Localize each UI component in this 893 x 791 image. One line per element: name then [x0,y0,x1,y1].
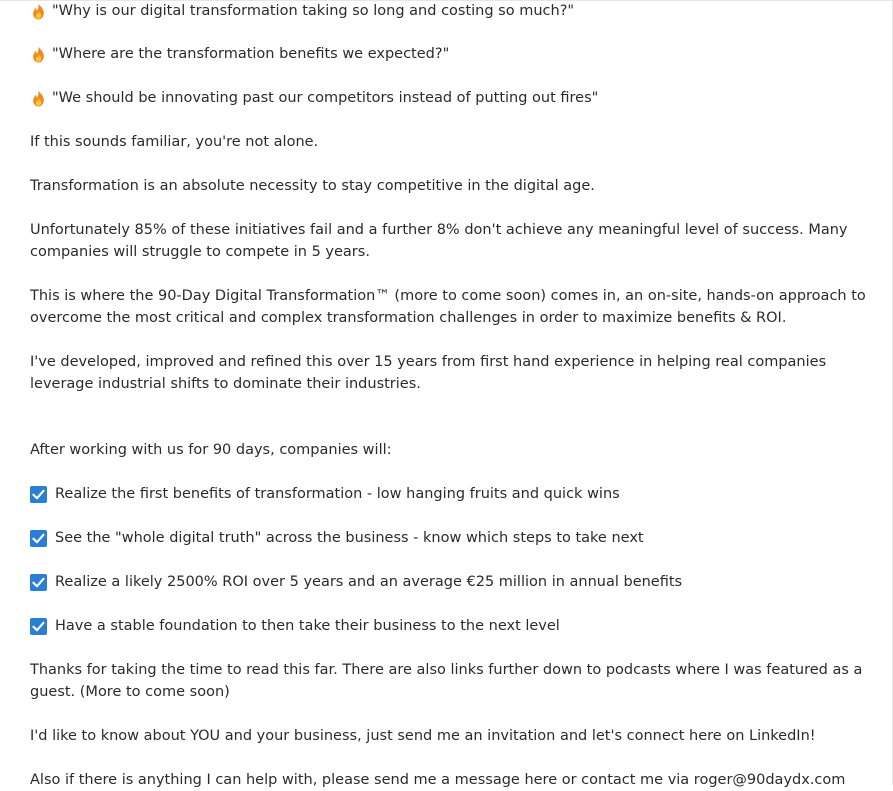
benefit-item [30,615,560,637]
benefit-item [30,527,644,549]
fire-icon [31,3,46,20]
benefit-text: Realize the first benefits of transformation - low hanging fruits and quick wins [55,486,620,502]
fire-icon [31,46,46,63]
paragraph: Unfortunately 85% of these initiatives fail and a further 8% don't achieve any meaningful level of success. Many companies will struggle to compete in 5 years. [30,222,848,260]
paragraph: This is where the 90-Day Digital Transformation™ (more to come soon) comes in, an on-site, hands-on approach to overcome the most critical and complex transformation challenges in order to maximize benefits & ROI. [30,288,866,326]
checkbox-icon [30,618,47,635]
benefits-intro: After working with us for 90 days, companies will: [30,442,392,458]
pain-point-item [30,87,598,109]
fire-icon [31,90,46,107]
checkbox-icon [30,486,47,503]
pain-point-text: "Why is our digital transformation taking so long and costing so much?" [52,3,575,19]
benefit-text: Realize a likely 2500% ROI over 5 years and an average €25 million in annual benefits [55,574,683,590]
checkbox-icon [30,530,47,547]
paragraph: Thanks for taking the time to read this far. There are also links further down to podcasts where I was featured as a guest. (More to come soon) [30,662,863,700]
paragraph: Transformation is an absolute necessity to stay competitive in the digital age. [30,178,595,194]
benefit-text: See the "whole digital truth" across the business - know which steps to take next [55,530,644,546]
pain-point-text: "We should be innovating past our competitors instead of putting out fires" [52,90,599,106]
checkbox-icon [30,574,47,591]
pain-point-item [30,43,449,65]
benefit-item [30,483,620,505]
pain-point-text: "Where are the transformation benefits we expected?" [52,46,450,62]
pain-point-item [30,0,574,22]
paragraph: I've developed, improved and refined this over 15 years from first hand experience in helping real companies leverage industrial shifts to dominate their industries. [30,354,827,392]
paragraph: Also if there is anything I can help with, please send me a message here or contact me via roger@90daydx.com [30,772,846,788]
benefit-text: Have a stable foundation to then take their business to the next level [55,618,560,634]
paragraph: I'd like to know about YOU and your business, just send me an invitation and let's connect here on LinkedIn! [30,728,816,744]
benefit-item [30,571,682,593]
paragraph: If this sounds familiar, you're not alone. [30,134,319,150]
